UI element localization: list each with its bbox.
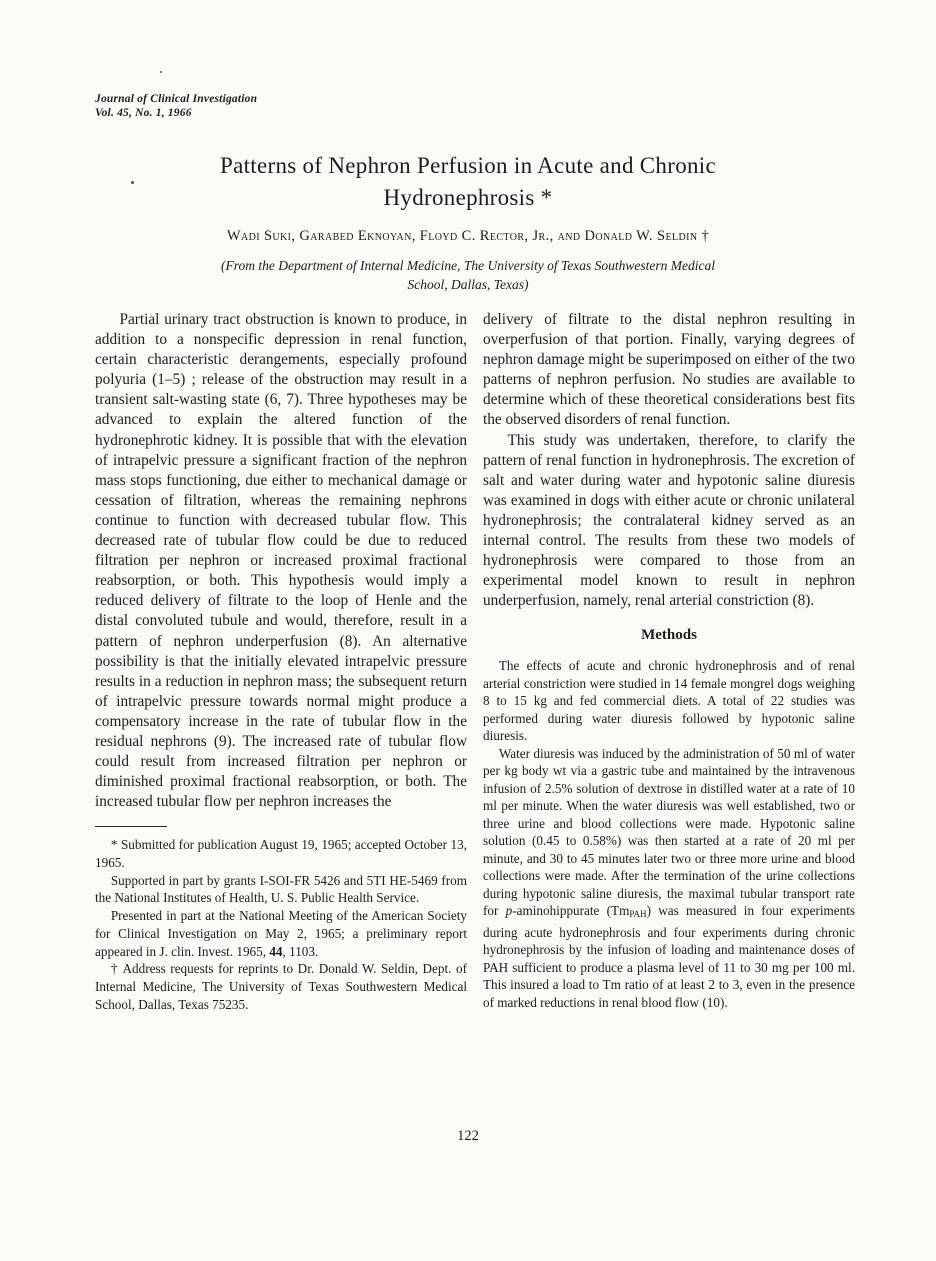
two-column-body [95, 310, 855, 1013]
footnote-volume-number: 44 [269, 943, 283, 959]
methods-p2-subscript: PAH [629, 909, 647, 920]
footnote-presented-end: , 1103. [282, 943, 319, 959]
methods-heading: Methods [641, 627, 697, 644]
methods-p2-pah-p: p [505, 903, 513, 919]
title-line-2: Hydronephrosis * [383, 185, 553, 210]
title-block [0, 150, 936, 294]
affiliation-line-1: (From the Department of Internal Medicine, The University of Texas Southwestern Medical [221, 258, 715, 273]
scan-artifact [160, 71, 162, 73]
title-line-1: Patterns of Nephron Perfusion in Acute and Chronic [220, 153, 716, 178]
methods-p2-part1: Water diuresis was induced by the administration of 50 ml of water per kg body wt via a gastric tube and maintained by the intravenous infusion of 2.5% solution of dextrose in distilled water at a rate of 10 ml per minute. When the water diuresis was well established, two or three urine and blood collections were made. Hypotonic saline solution (0.45 to 0.58%) was then started at a rate of 20 ml per minute, and 30 to 45 minutes later two or three more urine and blood collections were made. After the termination of the urine collections during hypotonic saline diuresis, the maximal tubular transport rate for [483, 745, 855, 919]
right-column [483, 310, 855, 1013]
page-number: 122 [457, 1128, 479, 1144]
footnote-divider [95, 826, 167, 827]
intro-paragraph: Partial urinary tract obstruction is known to produce, in addition to a nonspecific depression in renal function, certain characteristic derangements, especially profound polyuria (1–5) ; release of the obstruction may result in a transient salt-wasting state (6, 7). Three hypotheses may be advanced to explain the altered function of the hydronephrotic kidney. It is possible that with the elevation of intrapelvic pressure a significant fraction of the nephron mass stops functioning, due either to mechanical damage or cessation of filtration, whereas the remaining nephrons continue to function with decreased tubular flow. This decreased rate of tubular flow could be due to reduced filtration per nephron or increased proximal fractional reabsorption, or both. This hypothesis would imply a reduced delivery of filtrate to the loop of Henle and the distal convoluted tubule and would, therefore, result in a pattern of nephron underperfusion (8). An alternative possibility is that the initially elevated intrapelvic pressure results in a reduction in nephron mass; the subsequent return of intrapelvic pressure towards normal might produce a compensatory increase in the rate of tubular flow in the residual nephrons (9). The increased rate of tubular flow could result from increased filtration per nephron or diminished proximal fractional reabsorption, or both. The increased tubular flow per nephron increases the [95, 311, 467, 811]
study-paragraph: This study was undertaken, therefore, to clarify the pattern of renal function in hydronephrosis. The excretion of salt and water during water and hypotonic saline diuresis was examined in dogs with either acute or chronic unilateral hydronephrosis; the contralateral kidney served as an internal control. The results from these two models of hydronephrosis were compared to those from an experimental model known to result in nephron underperfusion, namely, renal arterial constriction (8). [483, 431, 855, 610]
journal-header [95, 92, 257, 120]
affiliation-line-2: School, Dallas, Texas) [407, 277, 529, 292]
footnote-supported: Supported in part by grants I-SOI-FR 5426 and 5TI HE-5469 from the National Institutes of Health, U. S. Public Health Service. [95, 872, 467, 906]
footnote-presented [95, 907, 467, 960]
methods-paragraph-1: The effects of acute and chronic hydronephrosis and of renal arterial constriction were studied in 14 female mongrel dogs weighing 8 to 15 kg and fed commercial diets. A total of 22 studies was performed during water diuresis followed by hypotonic saline diuresis. [483, 658, 855, 744]
continuation-paragraph: delivery of filtrate to the distal nephron resulting in overperfusion of that portion. Finally, varying degrees of nephron damage might be superimposed on either of the two patterns of nephron perfusion. No studies are available to determine which of these theoretical considerations best fits the observed disorders of renal function. [483, 311, 855, 429]
footnote-submitted: * Submitted for publication August 19, 1965; accepted October 13, 1965. [95, 837, 467, 871]
methods-p2-part3: ) was measured in four experiments during acute hydronephrosis and four experiments during chronic hydronephrosis by the infusion of loading and maintenance doses of PAH sufficient to produce a plasma level of 11 to 30 mg per 100 ml. This insured a load to Tm ratio of at least 2 to 3, even in the presence of marked reductions in renal blood flow (10). [483, 903, 855, 1010]
methods-p2-part2: -aminohippurate (Tm [512, 903, 630, 919]
page-title [0, 150, 936, 214]
methods-paragraph-2 [483, 745, 855, 1012]
left-column [95, 310, 467, 1013]
footnote-address: † Address requests for reprints to Dr. Donald W. Seldin, Dept. of Internal Medicine, The University of Texas Southwestern Medical School, Dallas, Texas 75235. [95, 961, 467, 1012]
journal-name: Journal of Clinical Investigation [95, 93, 258, 105]
footnote-presented-text: Presented in part at the National Meeting of the American Society for Clinical Investigation on May 2, 1965; a preliminary report appeared in J. clin. Invest. 1965, [95, 908, 467, 959]
authors-line: Wadi Suki, Garabed Eknoyan, Floyd C. Rector, Jr., and Donald W. Seldin † [226, 228, 710, 244]
affiliation [0, 256, 936, 294]
journal-issue: Vol. 45, No. 1, 1966 [95, 107, 192, 119]
